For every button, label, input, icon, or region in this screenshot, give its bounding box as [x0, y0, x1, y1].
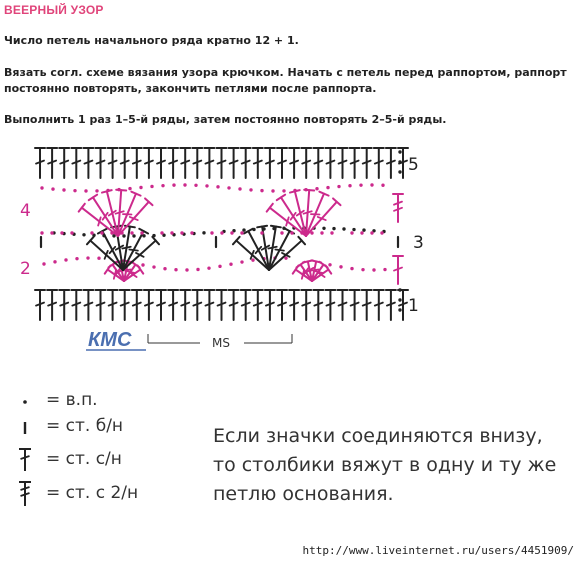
row-4-chain: [172, 183, 175, 186]
row-1-double-crochet: [398, 290, 408, 320]
row-5-double-crochet: [301, 148, 311, 178]
row-label-5: 5: [408, 155, 419, 175]
legend-single-crochet-text: = ст. б/н: [46, 416, 124, 436]
row-4-chain: [326, 186, 329, 189]
row-1-double-crochet: [156, 290, 166, 320]
row-5-double-crochet: [83, 148, 93, 178]
row-5-double-crochet: [265, 148, 275, 178]
row-1-double-crochet: [71, 290, 81, 320]
row-5-double-crochet: [144, 148, 154, 178]
row-4-chain: [260, 189, 263, 192]
row-4-chain: [359, 183, 362, 186]
row-5-double-crochet: [180, 148, 190, 178]
row-5-double-crochet: [156, 148, 166, 178]
row-1-double-crochet: [241, 290, 251, 320]
row-1-double-crochets: [35, 288, 408, 320]
row-5-double-crochet: [96, 148, 106, 178]
row-4-chain: [238, 187, 241, 190]
row-2-chain: [339, 265, 342, 268]
row-4-chain: [249, 188, 252, 191]
chain-dot: [398, 298, 401, 301]
row-5-double-crochet: [229, 148, 239, 178]
row-4-chain: [73, 189, 76, 192]
row-label-2: 2: [20, 259, 31, 279]
row-5-double-crochet: [192, 148, 202, 178]
row-1-double-crochet: [325, 290, 335, 320]
treble-crochet-icon: [8, 479, 42, 507]
row-3-chain: [352, 228, 355, 231]
row-2-chain: [350, 267, 353, 270]
row-2-chain: [196, 268, 199, 271]
row-2-chain: [42, 262, 45, 265]
row-3-chain: [362, 228, 365, 231]
row-4-chain-lower: [40, 231, 43, 234]
row-4-chain-lower: [120, 231, 123, 234]
row-4-chain: [370, 183, 373, 186]
row-5-double-crochets: [35, 148, 408, 178]
row-4-chain-lower: [320, 231, 323, 234]
row-4-chain-lower: [350, 231, 353, 234]
row-1-double-crochet: [168, 290, 178, 320]
row-5-double-crochet: [47, 148, 57, 178]
row-3-chain: [242, 228, 245, 231]
row-5-double-crochet: [217, 148, 227, 178]
row-4-chain-lower: [90, 231, 93, 234]
row-4-chain-lower: [300, 231, 303, 234]
row-1-double-crochet: [374, 290, 384, 320]
row-1-double-crochet: [362, 290, 372, 320]
row-2-chain: [328, 263, 331, 266]
chain-dot: [398, 288, 401, 291]
crochet-chart: [0, 138, 578, 358]
row-2-chain: [207, 266, 210, 269]
row-4-chain: [282, 189, 285, 192]
row-4-chain: [348, 184, 351, 187]
row-4-chain-lower: [70, 231, 73, 234]
row-4-chain-lower: [140, 231, 143, 234]
row-4-chain: [337, 185, 340, 188]
row-4-chain: [150, 185, 153, 188]
repeat-label: MS: [212, 336, 230, 350]
row-2-chain: [174, 268, 177, 271]
row-4-chain-lower: [170, 231, 173, 234]
row-3-chain: [152, 234, 155, 237]
row-4-chain: [205, 184, 208, 187]
row-2-chain: [163, 267, 166, 270]
row-1-double-crochet: [265, 290, 275, 320]
legend-double-crochet: [8, 445, 122, 473]
note-line-1: Если значки соединяются внизу,: [213, 425, 543, 447]
row-4-chain-lower: [380, 231, 383, 234]
row-1-double-crochet: [192, 290, 202, 320]
row-4-chain-lower: [160, 231, 163, 234]
row-4-chain-lower: [60, 231, 63, 234]
row-4-chain: [106, 189, 109, 192]
row-5-double-crochet: [374, 148, 384, 178]
chain-dot: [398, 308, 401, 311]
legend-chain: [8, 386, 98, 414]
row-4-chain-lower: [290, 231, 293, 234]
row-4-chain-lower: [50, 231, 53, 234]
source-url: http://www.liveinternet.ru/users/4451909/: [302, 544, 574, 557]
row-4-chain: [381, 184, 384, 187]
row-3-chain: [252, 228, 255, 231]
row-4-chain: [183, 183, 186, 186]
row-1-double-crochet: [180, 290, 190, 320]
row-4-chain-lower: [110, 231, 113, 234]
row-1-double-crochet: [313, 290, 323, 320]
row-3-chain: [142, 234, 145, 237]
row-1-double-crochet: [253, 290, 263, 320]
row-2-chain: [97, 257, 100, 260]
row-1-double-crochet: [144, 290, 154, 320]
chain-dot: [398, 160, 401, 163]
row-4-chain-lower: [370, 231, 373, 234]
row-4-chain: [216, 185, 219, 188]
legend-treble-crochet: [8, 479, 138, 507]
row-4-chain-lower: [280, 231, 283, 234]
row-3-chain: [122, 234, 125, 237]
row-5-double-crochet: [120, 148, 130, 178]
note-line-2: то столбики вяжут в одну и ту же: [213, 454, 557, 476]
row-5-double-crochet: [168, 148, 178, 178]
row-1-double-crochet: [301, 290, 311, 320]
row-4-chain: [271, 189, 274, 192]
row-3-chain: [262, 227, 265, 230]
row-2-chain: [53, 260, 56, 263]
row-label-4: 4: [20, 201, 31, 221]
instruction-method: Вязать согл. схеме вязания узора крючком. Начать с петель перед раппортом, раппорт постоянно повторять, закончить петлями после раппорта.: [4, 66, 567, 95]
legend-double-crochet-text: = ст. с/н: [46, 449, 122, 469]
legend-single-crochet: [8, 412, 123, 440]
row-2-chain: [75, 257, 78, 260]
row-3-chain: [202, 231, 205, 234]
row-4-chain: [84, 189, 87, 192]
pattern-title: ВЕЕРНЫЙ УЗОР: [4, 3, 104, 17]
legend-treble-crochet-text: = ст. с 2/н: [46, 483, 139, 503]
row-5-double-crochet: [132, 148, 142, 178]
row-2-chain: [64, 258, 67, 261]
row-1-double-crochet: [386, 290, 396, 320]
row-5-double-crochet: [350, 148, 360, 178]
instruction-stitch-count: Число петель начального ряда кратно 12 + 1.: [4, 34, 299, 47]
row-4-chain-lower: [100, 231, 103, 234]
row-1-double-crochet: [229, 290, 239, 320]
row-1-double-crochet: [108, 290, 118, 320]
row-1-double-crochet: [47, 290, 57, 320]
row-1-double-crochet: [132, 290, 142, 320]
row-4-chain: [139, 186, 142, 189]
row-5-double-crochet: [277, 148, 287, 178]
row-2-chain: [185, 268, 188, 271]
row-2-chain: [86, 256, 89, 259]
joined-symbols-note: [213, 422, 573, 509]
row-5-double-crochet: [204, 148, 214, 178]
row-2-chain: [240, 260, 243, 263]
row-3-chain: [132, 234, 135, 237]
row-2-chain: [218, 265, 221, 268]
row-5-double-crochet: [35, 148, 45, 178]
row-1-double-crochet: [204, 290, 214, 320]
row-4-chain-arches: [40, 183, 403, 240]
row-5-double-crochet: [338, 148, 348, 178]
row-4-chain: [161, 184, 164, 187]
chain-dot-icon: [8, 386, 42, 414]
instruction-rows: Выполнить 1 раз 1–5-й ряды, затем постоянно повторять 2–5-й ряды.: [4, 113, 447, 126]
row-1-double-crochet: [120, 290, 130, 320]
row-3-chain: [82, 233, 85, 236]
row-label-1: 1: [408, 296, 419, 316]
note-line-3: петлю основания.: [213, 483, 394, 505]
row-4-chain-lower: [130, 231, 133, 234]
row-3-chain: [322, 227, 325, 230]
row-2-chain: [229, 263, 232, 266]
row-3-chain: [272, 227, 275, 230]
row-4-chain: [293, 189, 296, 192]
legend-chain-text: = в.п.: [46, 390, 98, 410]
row-2-chain: [251, 258, 254, 261]
row-5-double-crochet: [313, 148, 323, 178]
row-1-double-crochet: [338, 290, 348, 320]
row-4-chain-lower: [180, 231, 183, 234]
row-5-double-crochet: [325, 148, 335, 178]
row-1-double-crochet: [289, 290, 299, 320]
row-1-double-crochet: [277, 290, 287, 320]
logo-kms: КМС: [88, 329, 132, 351]
row-4-chain-lower: [230, 231, 233, 234]
row-4-chain: [315, 187, 318, 190]
row-2-edge-double-crochet: [393, 256, 403, 284]
row-2-chain-arches: [42, 256, 403, 285]
row-4-chain-lower: [220, 231, 223, 234]
row-4-chain: [62, 188, 65, 191]
row-label-3: 3: [413, 233, 424, 253]
row-5-double-crochet: [386, 148, 396, 178]
row-4-chain: [194, 184, 197, 187]
row-4-chain: [304, 188, 307, 191]
row-4-chain-lower: [330, 231, 333, 234]
row-4-chain-lower: [240, 231, 243, 234]
row-4-chain: [227, 186, 230, 189]
row-1-double-crochet: [59, 290, 69, 320]
row-2-chain: [372, 268, 375, 271]
row-5-double-crochet: [362, 148, 372, 178]
row-5-double-crochet: [108, 148, 118, 178]
row-4-chain-lower: [190, 231, 193, 234]
row-2-chain: [383, 268, 386, 271]
row-1-double-crochet: [350, 290, 360, 320]
row-4-chain-lower: [260, 231, 263, 234]
row-4-chain-lower: [210, 231, 213, 234]
row-5-double-crochet: [59, 148, 69, 178]
row-4-chain: [95, 189, 98, 192]
row-4-chain-lower: [360, 231, 363, 234]
row-2-chain: [361, 268, 364, 271]
row-1-double-crochet: [96, 290, 106, 320]
row-5-double-crochet: [71, 148, 81, 178]
row-1-double-crochet: [83, 290, 93, 320]
single-crochet-icon: [8, 412, 42, 440]
row-5-double-crochet: [253, 148, 263, 178]
row-3-chain: [342, 227, 345, 230]
row-3-chain: [282, 227, 285, 230]
row-5-double-crochet: [241, 148, 251, 178]
row-1-double-crochet: [35, 290, 45, 320]
chain-dot: [398, 170, 401, 173]
row-4-chain: [40, 186, 43, 189]
row-2-chain: [141, 263, 144, 266]
chain-dot: [398, 150, 401, 153]
row-4-edge-treble-crochet: [393, 194, 403, 222]
row-1-double-crochet: [217, 290, 227, 320]
row-4-chain-lower: [310, 231, 313, 234]
row-2-chain: [152, 265, 155, 268]
double-crochet-icon: [8, 445, 42, 473]
row-4-chain: [51, 187, 54, 190]
row-4-chain: [117, 188, 120, 191]
row-5-double-crochet: [289, 148, 299, 178]
row-4-chain: [128, 187, 131, 190]
row-3-chain: [332, 227, 335, 230]
